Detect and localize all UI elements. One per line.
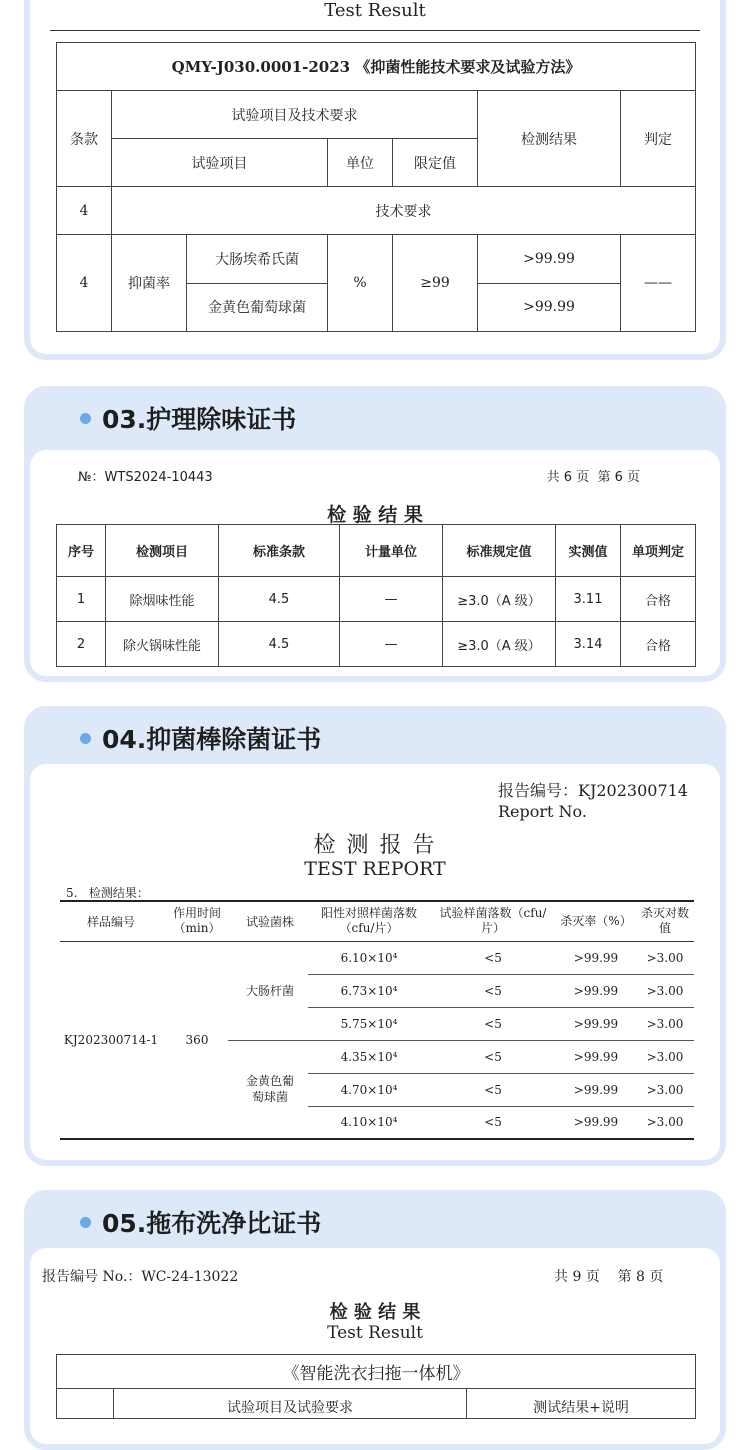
bullet-dot-icon <box>80 1217 91 1228</box>
title-divider <box>50 30 700 31</box>
cell: 4.35×10⁴ <box>308 1040 430 1073</box>
row-unit: % <box>328 235 393 332</box>
table-row <box>57 577 696 622</box>
cell: 2 <box>57 622 106 667</box>
result-heading-cn: 检 验 结 果 <box>329 1302 421 1323</box>
cell: <5 <box>484 1115 502 1130</box>
cell <box>57 1389 114 1419</box>
cell: >99.99 <box>556 1007 636 1040</box>
col-header: 检测项目 <box>106 525 219 577</box>
header-limit: 限定值 <box>393 139 478 187</box>
header-result: 测试结果+说明 <box>467 1389 696 1419</box>
section-04-card <box>24 706 726 1166</box>
strain-ecoli: 大肠杆菌 <box>232 941 308 1040</box>
section-03-panel <box>30 450 720 676</box>
header-item: 试验项目 <box>112 139 328 187</box>
table-row <box>57 622 696 667</box>
cell: >99.99 <box>556 1073 636 1106</box>
cell: 6.73×10⁴ <box>308 974 430 1007</box>
report-number: №：WTS2024-10443 <box>78 470 213 485</box>
cell: >3.00 <box>636 974 694 1007</box>
tech-row-no: 4 <box>57 187 112 235</box>
row-item: 抑菌率 <box>112 235 187 331</box>
cell: 1 <box>57 577 106 622</box>
cell: 4.5 <box>219 577 340 622</box>
strain-saureus: 金黄色葡萄球菌 <box>208 300 306 317</box>
cell: ≥3.0（A 级） <box>443 577 556 622</box>
cell: >99.99 <box>573 1115 619 1130</box>
cell: >99.99 <box>556 1040 636 1073</box>
cell: 4.70×10⁴ <box>308 1073 430 1106</box>
tech-row-label: 技术要求 <box>112 187 696 235</box>
section-04-panel <box>30 764 720 1160</box>
bullet-dot-icon <box>80 413 91 424</box>
cell: 合格 <box>621 622 696 667</box>
cell: 3.11 <box>556 577 621 622</box>
deodor-table <box>56 524 696 667</box>
col-header: 试验菌株 <box>232 901 308 941</box>
cell: 除烟味性能 <box>106 577 219 622</box>
cell: >3.00 <box>636 1007 694 1040</box>
cell: <5 <box>430 1073 556 1106</box>
cell: >3.00 <box>636 1040 694 1073</box>
cell: ≥3.0（A 级） <box>443 622 556 667</box>
cleaning-table-title: 《智能洗衣扫拖一体机》 <box>57 1355 696 1389</box>
section-05-card <box>24 1190 726 1450</box>
col-header: 单项判定 <box>621 525 696 577</box>
header-clause: 条款 <box>57 91 112 187</box>
cell: — <box>340 577 443 622</box>
col-header: 标准规定值 <box>443 525 556 577</box>
col-header: 序号 <box>57 525 106 577</box>
bullet-dot-icon <box>80 733 91 744</box>
cell: >3.00 <box>636 941 694 974</box>
header-result: 检测结果 <box>478 91 621 187</box>
cell: <5 <box>430 974 556 1007</box>
report-heading-cn: 检 测 报 告 <box>313 833 437 858</box>
strain-ecoli: 大肠埃希氏菌 <box>187 235 328 283</box>
cell: <5 <box>430 1040 556 1073</box>
sample-id: KJ202300714-1 <box>63 1032 159 1047</box>
page-info: 共 9 页 第 8 页 <box>554 1269 664 1285</box>
action-time: 360 <box>185 1032 209 1047</box>
cell: >99.99 <box>556 941 636 974</box>
row-divider <box>228 1040 302 1041</box>
col-header: 样品编号 <box>60 901 162 941</box>
col-header: 阳性对照样菌落数（cfu/片） <box>308 901 430 941</box>
col-header: 实测值 <box>556 525 621 577</box>
top-certificate-panel <box>30 0 720 354</box>
cell: 5.75×10⁴ <box>308 1007 430 1040</box>
section-03-card <box>24 386 726 682</box>
section-05-panel <box>30 1248 720 1444</box>
section-label: 5. 检测结果： <box>66 886 149 900</box>
col-header: 杀灭率（%） <box>556 901 636 941</box>
header-judge: 判定 <box>621 91 696 187</box>
result-heading-en: Test Result <box>327 1323 423 1343</box>
section-03-title: 03.护理除味证书 <box>102 405 297 434</box>
cell: — <box>340 622 443 667</box>
col-header: 标准条款 <box>219 525 340 577</box>
cell: >99.99 <box>556 974 636 1007</box>
cell: 3.14 <box>556 622 621 667</box>
report-number-en: Report No. <box>498 802 587 821</box>
col-header: 计量单位 <box>340 525 443 577</box>
report-heading-en: TEST REPORT <box>304 858 446 880</box>
report-number: 报告编号 No.：WC-24-13022 <box>42 1269 239 1285</box>
cell: 4.5 <box>219 622 340 667</box>
cell: 4.10×10⁴ <box>340 1115 398 1130</box>
page-info: 共 6 页 第 6 页 <box>546 470 640 485</box>
header-items: 试验项目及试验要求 <box>114 1389 467 1419</box>
header-unit: 单位 <box>328 139 393 187</box>
cell: <5 <box>430 941 556 974</box>
antibacterial-table <box>56 42 696 332</box>
section-05-title: 05.拖布洗净比证书 <box>102 1209 322 1238</box>
result-saureus: >99.99 <box>478 283 621 332</box>
sterilization-table <box>60 900 694 1140</box>
result-heading: 检 验 结 果 <box>327 504 423 526</box>
cell: 合格 <box>621 577 696 622</box>
top-certificate-card <box>24 0 726 360</box>
row-judge: —— <box>621 235 696 332</box>
col-header: 作用时间（min） <box>162 901 232 941</box>
cell: >3.00 <box>646 1115 684 1130</box>
col-header: 试验样菌落数（cfu/片） <box>430 901 556 941</box>
cell: 除火锅味性能 <box>106 622 219 667</box>
cell: 6.10×10⁴ <box>308 941 430 974</box>
cleaning-table <box>56 1354 696 1419</box>
section-04-title: 04.抑菌棒除菌证书 <box>102 725 322 754</box>
row-limit: ≥99 <box>393 235 478 332</box>
result-ecoli: >99.99 <box>478 235 621 284</box>
test-result-title: Test Result <box>324 0 426 21</box>
header-items-req: 试验项目及技术要求 <box>112 91 478 139</box>
report-number: 报告编号：KJ202300714 <box>498 781 688 800</box>
col-header: 杀灭对数值 <box>636 901 694 941</box>
cell: >3.00 <box>636 1073 694 1106</box>
cell: <5 <box>430 1007 556 1040</box>
row-no: 4 <box>57 235 112 332</box>
antibacterial-table-title: QMY-J030.0001-2023 《抑菌性能技术要求及试验方法》 <box>57 43 696 91</box>
strain-saureus: 金黄色葡萄球菌 <box>245 1074 294 1105</box>
